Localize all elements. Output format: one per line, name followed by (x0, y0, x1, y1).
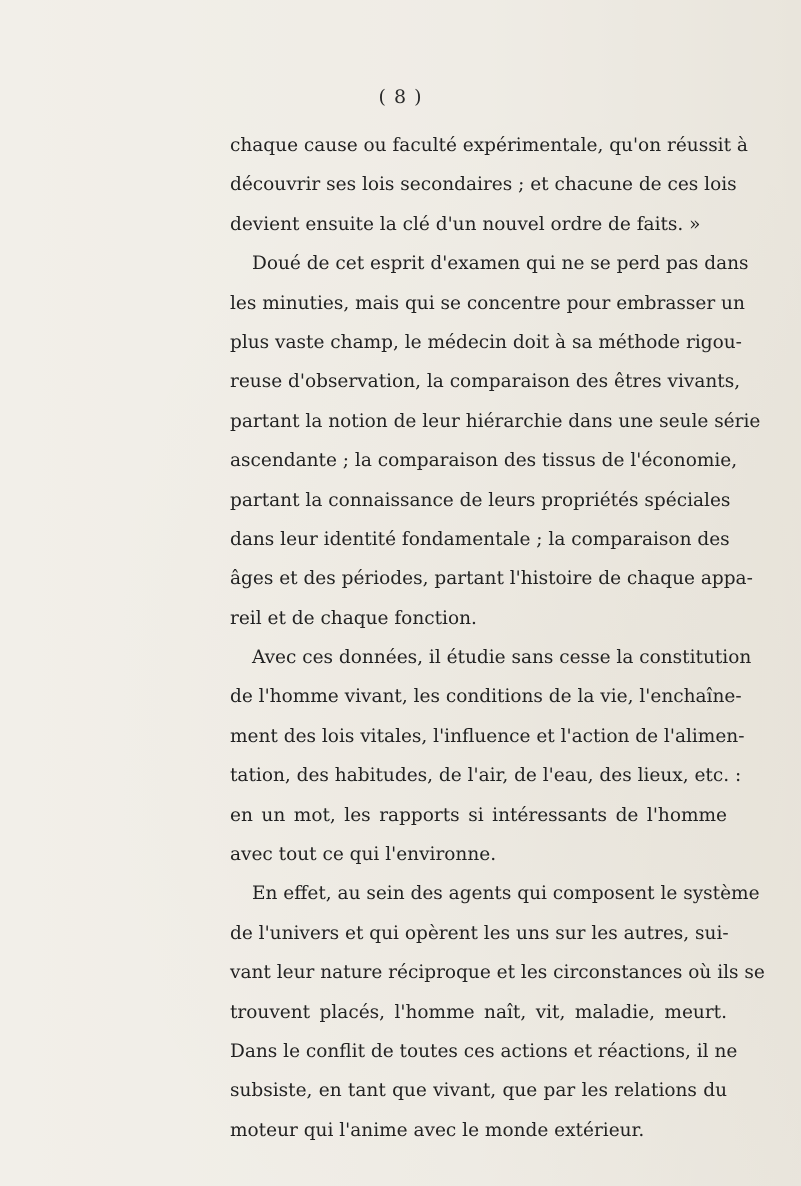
text-line-19: avec tout ce qui l'environne. (230, 844, 497, 866)
text-line-7: reuse d'observation, la comparaison des êtres vivants, (230, 371, 741, 393)
text-line-18: en un mot, les rapports si intéressants de l'homme (230, 804, 727, 826)
text-line-10: partant la connaissance de leurs propriétés spéciales (230, 489, 731, 511)
body-text (230, 126, 765, 1150)
text-line-13: reil et de chaque fonction. (230, 607, 477, 629)
text-line-16: ment des lois vitales, l'influence et l'action de l'alimen- (230, 725, 745, 747)
text-line-22: vant leur nature réciproque et les circonstances où ils se (230, 962, 765, 984)
text-line-14: Avec ces données, il étudie sans cesse la constitution (252, 647, 752, 669)
text-line-23: trouvent placés, l'homme naît, vit, maladie, meurt. (230, 1001, 727, 1023)
text-line-11: dans leur identité fondamentale ; la comparaison des (230, 528, 730, 550)
page-number: ( 8 ) (378, 86, 423, 108)
text-line-8: partant la notion de leur hiérarchie dans une seule série (230, 410, 761, 432)
text-line-20: En effet, au sein des agents qui composent le système (252, 883, 760, 905)
text-line-4: Doué de cet esprit d'examen qui ne se perd pas dans (252, 253, 749, 275)
text-line-15: de l'homme vivant, les conditions de la vie, l'enchaîne- (230, 686, 742, 708)
text-line-25: subsiste, en tant que vivant, que par les relations du (230, 1080, 727, 1102)
text-line-9: ascendante ; la comparaison des tissus de l'économie, (230, 450, 738, 472)
text-line-1: chaque cause ou faculté expérimentale, qu'on réussit à (230, 135, 748, 156)
text-line-17: tation, des habitudes, de l'air, de l'eau, des lieux, etc. : (230, 765, 742, 787)
text-line-21: de l'univers et qui opèrent les uns sur les autres, sui- (230, 922, 729, 944)
text-line-6: plus vaste champ, le médecin doit à sa méthode rigou- (230, 331, 742, 353)
text-line-26: moteur qui l'anime avec le monde extérieur. (230, 1119, 645, 1141)
text-line-24: Dans le conflit de toutes ces actions et réactions, il ne (230, 1040, 738, 1062)
text-line-2: découvrir ses lois secondaires ; et chacune de ces lois (230, 174, 737, 196)
text-line-3: devient ensuite la clé d'un nouvel ordre de faits. » (230, 213, 701, 235)
text-line-12: âges et des périodes, partant l'histoire de chaque appa- (230, 568, 753, 590)
text-line-5: les minuties, mais qui se concentre pour embrasser un (230, 292, 745, 314)
